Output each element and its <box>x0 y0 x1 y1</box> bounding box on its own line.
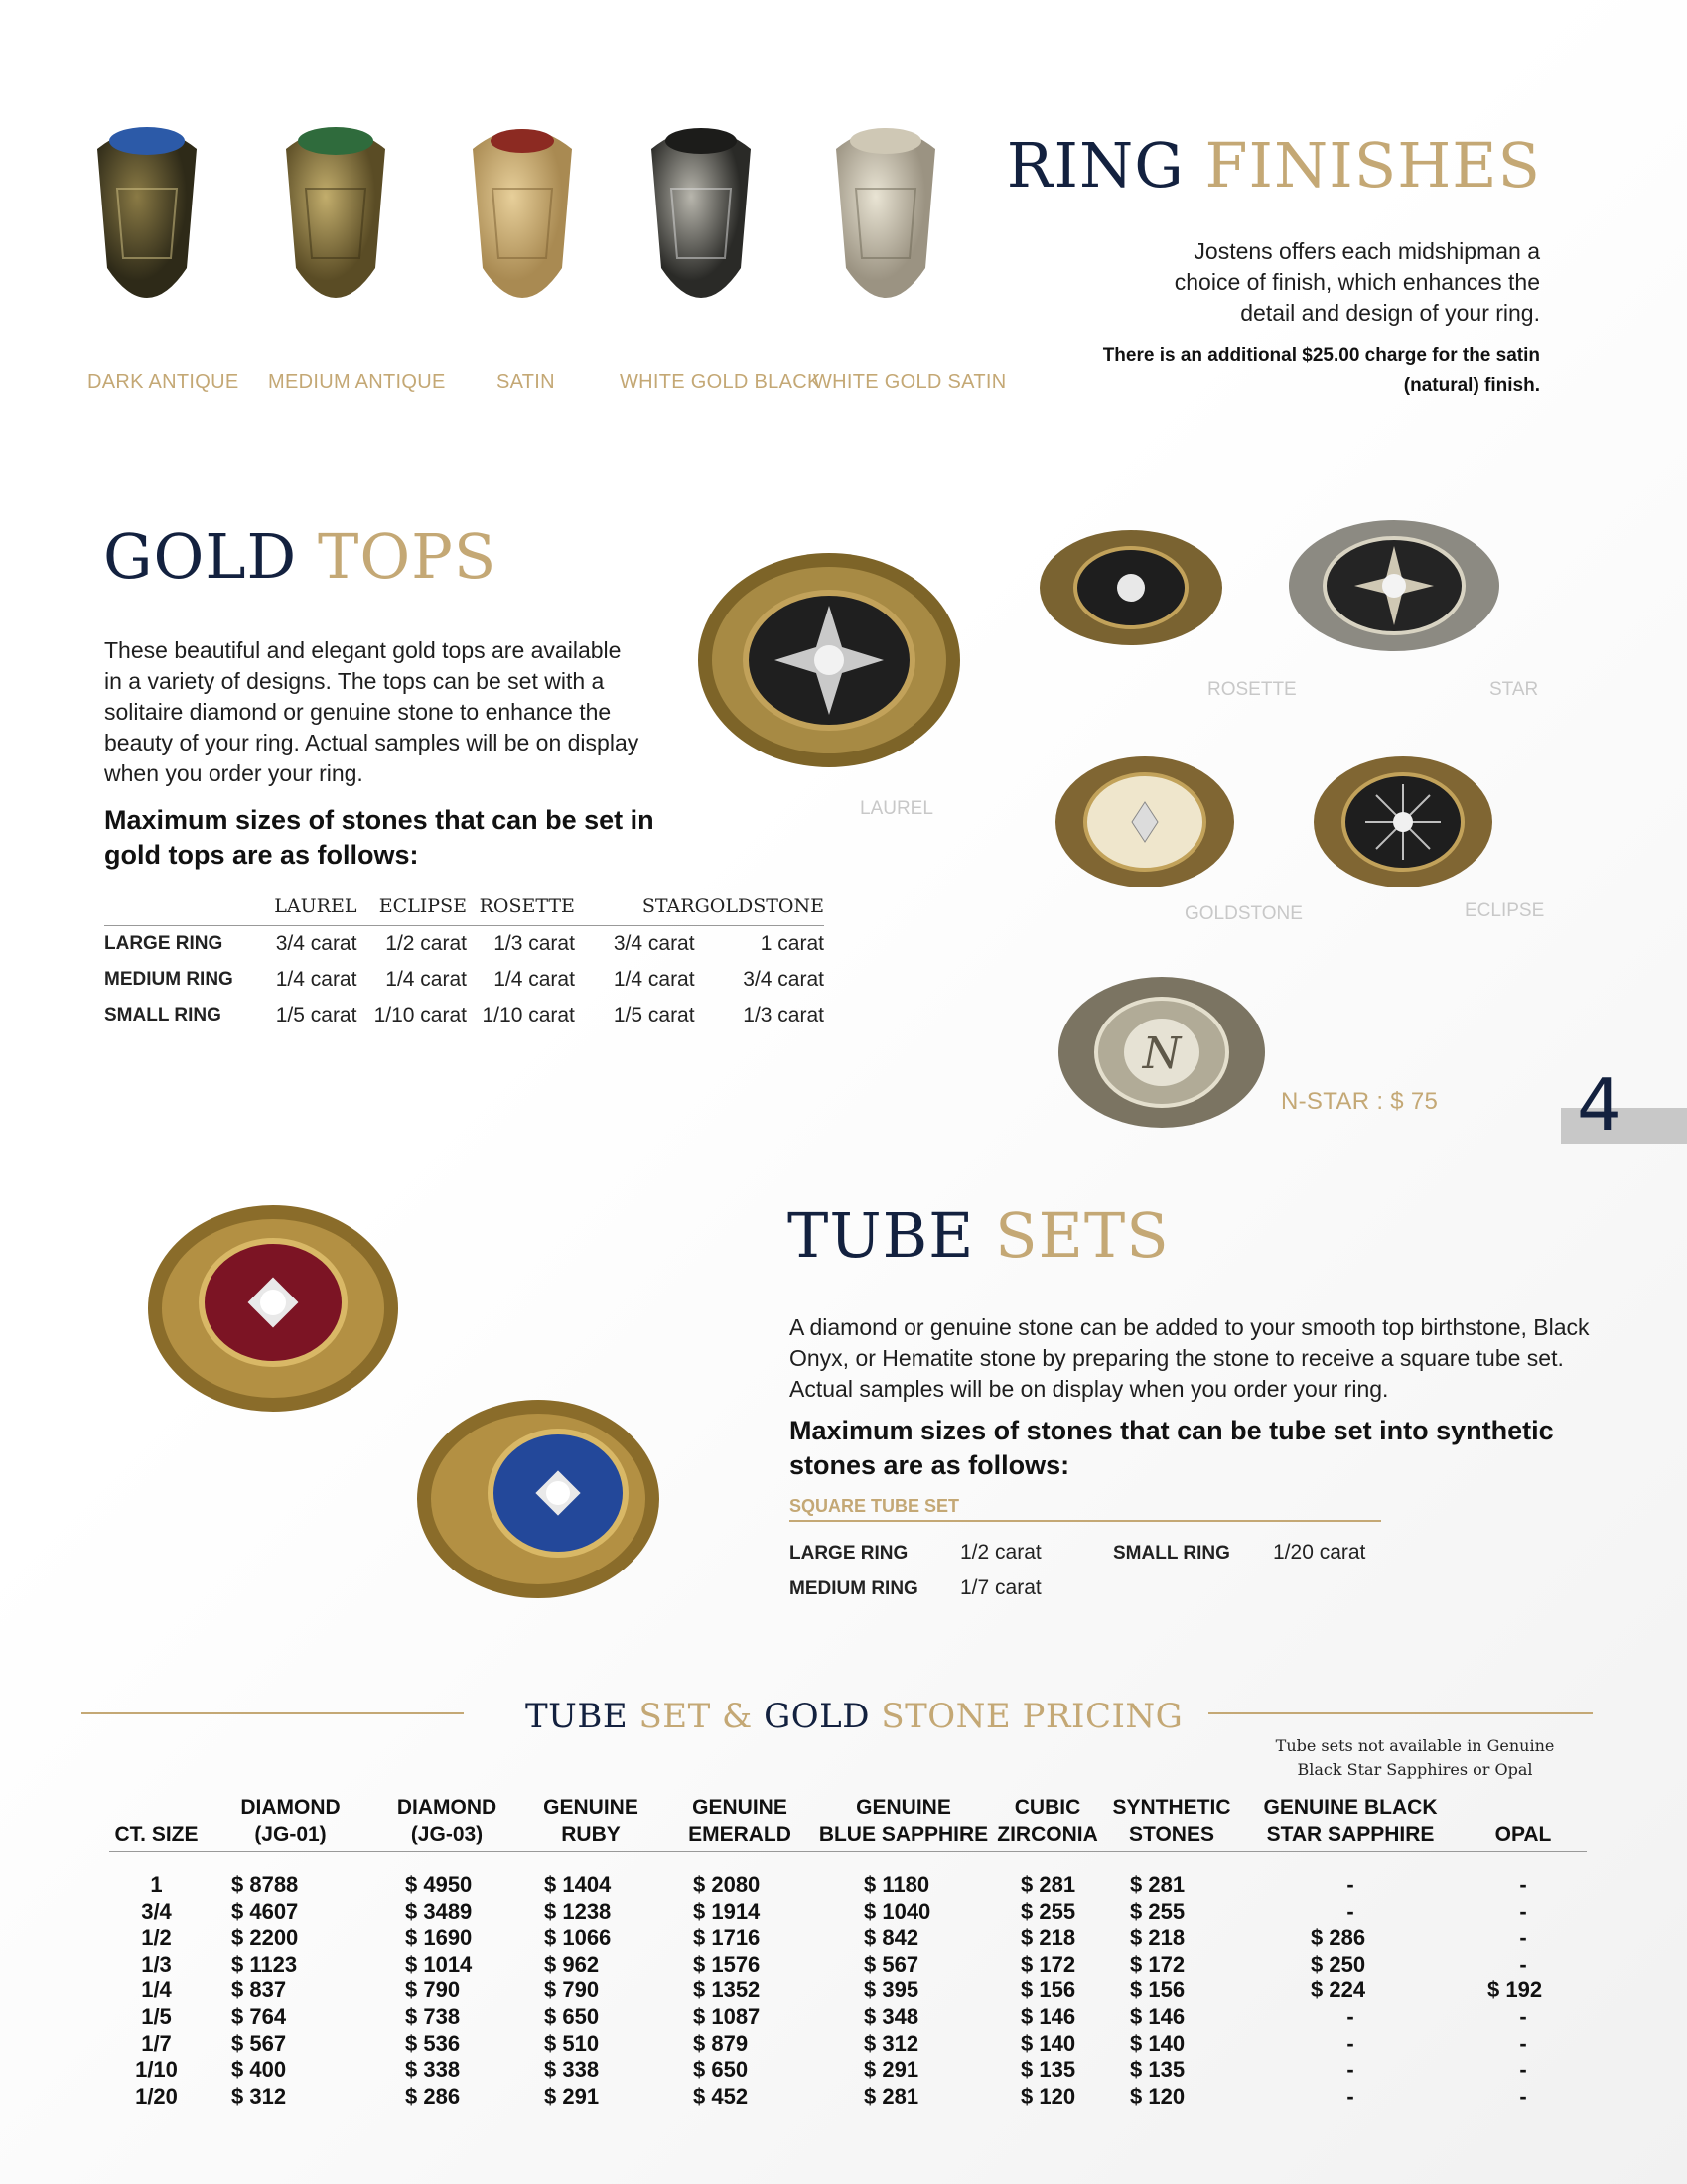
finish-caption-white-gold-black: WHITE GOLD BLACK <box>620 371 821 393</box>
price-cell: $ 1238 <box>544 1898 612 1924</box>
table-cell: 3/4 carat <box>275 932 357 955</box>
price-cell: $ 1576 <box>693 1951 761 1977</box>
price-cell: - <box>1346 1872 1354 1897</box>
pricing-header-cell <box>109 1793 204 1852</box>
price-cell: $ 286 <box>405 2083 461 2109</box>
price-cell: $ 192 <box>1487 1978 1543 2003</box>
table-row <box>109 1978 1587 2004</box>
price-cell: $ 879 <box>693 2030 749 2056</box>
gold-tops-header-blank <box>104 887 268 926</box>
price-cell: $ 1716 <box>693 1925 761 1951</box>
pricing-header-row <box>109 1793 1587 1852</box>
price-cell: $ 218 <box>1130 1925 1186 1951</box>
finish-caption-dark-antique: DARK ANTIQUE <box>87 371 239 393</box>
price-cell: $ 510 <box>544 2030 600 2056</box>
header-line-1: GENUINE BLACK <box>1263 1796 1438 1819</box>
price-cell: $ 218 <box>1021 1925 1076 1951</box>
header-line-2: CT. SIZE <box>114 1823 199 1845</box>
header-line-1: DIAMOND <box>240 1796 341 1819</box>
price-cell: $ 250 <box>1311 1951 1366 1977</box>
pricing-rule-right <box>1208 1712 1593 1714</box>
price-cell: $ 962 <box>544 1951 600 1977</box>
col-eclipse: ECLIPSE <box>356 887 467 926</box>
price-cell: $ 146 <box>1130 2003 1186 2029</box>
price-cell: $ 4607 <box>231 1898 299 1924</box>
price-cell: $ 1040 <box>864 1898 931 1924</box>
table-cell: 1/3 carat <box>743 1004 824 1026</box>
price-cell: $ 135 <box>1130 2057 1186 2083</box>
price-cell: $ 172 <box>1021 1951 1076 1977</box>
ring-dark-antique-image <box>97 127 197 298</box>
goldstone-top-image <box>1051 752 1239 891</box>
table-row <box>109 2004 1587 2031</box>
gold-tops-size-table <box>104 887 824 1033</box>
header-line-2: RUBY <box>561 1823 621 1845</box>
tube-medium-value: 1/7 carat <box>960 1576 1042 1599</box>
star-top-image <box>1285 516 1503 655</box>
price-cell: $ 135 <box>1021 2057 1076 2083</box>
price-cell: - <box>1346 2083 1354 2109</box>
price-cell: $ 1914 <box>693 1898 761 1924</box>
table-row <box>104 926 824 963</box>
price-cell: $ 281 <box>1130 1872 1186 1897</box>
price-cell: $ 156 <box>1130 1978 1186 2003</box>
tube-set-sapphire-ring-image <box>409 1390 667 1608</box>
header-line-1: GENUINE <box>543 1796 638 1819</box>
col-rosette: ROSETTE <box>467 887 575 926</box>
table-cell: 1/2 carat <box>385 932 467 955</box>
table-cell: 1/10 carat <box>373 1004 467 1026</box>
header-line-1 <box>110 1794 203 1821</box>
header-line-2: ZIRCONIA <box>997 1823 1098 1845</box>
table-cell: 1/4 carat <box>275 968 357 991</box>
price-cell: - <box>1519 2003 1527 2029</box>
price-cell: $ 8788 <box>231 1872 299 1897</box>
goldstone-caption: GOLDSTONE <box>1185 903 1303 924</box>
tube-sets-subhead: Maximum sizes of stones that can be tube set into synthetic stones are as follows: <box>789 1416 1554 1480</box>
header-line-1: DIAMOND <box>396 1796 497 1819</box>
page-number: 4 <box>1577 1063 1622 1147</box>
n-star-letter: N <box>1142 1028 1182 1079</box>
price-cell: $ 146 <box>1021 2003 1076 2029</box>
pricing-title-tube: TUBE <box>525 1697 629 1736</box>
table-row <box>109 2057 1587 2084</box>
price-cell: - <box>1346 2057 1354 2083</box>
finish-caption-satin: SATIN <box>496 371 555 393</box>
rosette-caption: ROSETTE <box>1207 679 1297 700</box>
table-cell: 1/4 carat <box>493 968 575 991</box>
ct-size-cell: 3/4 <box>141 1898 172 1924</box>
title-word-gold: GOLD <box>103 520 298 593</box>
price-cell: $ 837 <box>231 1978 287 2003</box>
price-cell: $ 790 <box>544 1978 600 2003</box>
gold-tops-header-row <box>104 887 824 926</box>
pricing-header-cell <box>1460 1793 1587 1852</box>
price-cell: $ 140 <box>1130 2030 1186 2056</box>
header-line-1: CUBIC <box>1014 1796 1081 1819</box>
price-cell: - <box>1346 1898 1354 1924</box>
table-cell: 1/4 carat <box>385 968 467 991</box>
price-cell: $ 338 <box>405 2057 461 2083</box>
tube-sets-title <box>787 1199 1170 1272</box>
pricing-note: Tube sets not available in Genuine Black Star Sapphires or Opal <box>1275 1736 1555 1779</box>
eclipse-top-image <box>1309 752 1497 891</box>
price-cell: $ 348 <box>864 2003 919 2029</box>
price-cell: $ 224 <box>1311 1978 1366 2003</box>
table-row <box>104 962 824 998</box>
price-cell: $ 536 <box>405 2030 461 2056</box>
price-cell: - <box>1519 1951 1527 1977</box>
price-cell: $ 172 <box>1130 1951 1186 1977</box>
ct-size-cell: 1/2 <box>141 1925 172 1951</box>
price-cell: $ 2080 <box>693 1872 761 1897</box>
tube-large-label: LARGE RING <box>789 1543 909 1564</box>
price-cell: $ 738 <box>405 2003 461 2029</box>
pricing-title-stone: STONE PRICING <box>881 1697 1184 1736</box>
finishes-note: There is an additional $25.00 charge for the satin (natural) finish. <box>1102 345 1540 396</box>
price-cell: $ 567 <box>231 2030 287 2056</box>
price-cell: $ 140 <box>1021 2030 1076 2056</box>
price-cell: $ 286 <box>1311 1925 1366 1951</box>
header-line-1: SYNTHETIC <box>1112 1796 1231 1819</box>
price-cell: $ 281 <box>1021 1872 1076 1897</box>
header-line-1: GENUINE <box>856 1796 951 1819</box>
price-cell: $ 338 <box>544 2057 600 2083</box>
price-cell: $ 567 <box>864 1951 919 1977</box>
price-cell: $ 395 <box>864 1978 919 2003</box>
ring-white-gold-satin-image <box>836 128 935 298</box>
finish-rings-row <box>60 119 983 338</box>
gold-tops-title <box>103 520 497 593</box>
ct-size-cell: 1/20 <box>135 2083 178 2109</box>
price-cell: $ 764 <box>231 2003 287 2029</box>
table-row <box>104 998 824 1033</box>
eclipse-caption: ECLIPSE <box>1465 900 1545 921</box>
title-word-tube: TUBE <box>787 1199 975 1272</box>
price-cell: $ 1014 <box>405 1951 473 1977</box>
square-tube-divider <box>789 1520 1381 1522</box>
ring-satin-image <box>473 129 572 298</box>
row-label-medium: MEDIUM RING <box>104 969 233 990</box>
price-cell: - <box>1519 1898 1527 1924</box>
ct-size-cell: 1/4 <box>141 1978 172 2003</box>
title-word-finishes: FINISHES <box>1204 129 1541 202</box>
pricing-header-cell <box>377 1793 516 1852</box>
pricing-title-gold: GOLD <box>764 1697 871 1736</box>
price-cell: - <box>1519 2057 1527 2083</box>
table-cell: 1/5 carat <box>275 1004 357 1026</box>
price-cell: $ 1123 <box>231 1951 298 1977</box>
title-word-sets: SETS <box>995 1199 1170 1272</box>
ring-finishes-title <box>1006 129 1541 202</box>
price-cell: $ 2200 <box>231 1925 299 1951</box>
table-cell: 1/5 carat <box>613 1004 695 1026</box>
rosette-top-image <box>1037 528 1225 647</box>
price-cell: $ 156 <box>1021 1978 1076 2003</box>
ct-size-cell: 1/7 <box>141 2030 172 2056</box>
pricing-table <box>109 1793 1587 2110</box>
price-cell: $ 1180 <box>864 1872 930 1897</box>
header-line-2: BLUE SAPPHIRE <box>818 1823 989 1845</box>
price-cell: $ 452 <box>693 2083 749 2109</box>
table-cell: 3/4 carat <box>743 968 824 991</box>
header-line-2: (JG-03) <box>410 1823 484 1845</box>
header-line-2: OPAL <box>1494 1823 1552 1845</box>
price-cell: $ 312 <box>231 2083 287 2109</box>
price-cell: - <box>1519 1872 1527 1897</box>
col-goldstone: GOLDSTONE <box>695 887 824 926</box>
header-line-2: (JG-01) <box>254 1823 327 1845</box>
table-row <box>109 1952 1587 1979</box>
finish-caption-white-gold-satin: WHITE GOLD SATIN <box>813 371 1007 393</box>
tube-small-label: SMALL RING <box>1113 1543 1230 1564</box>
table-cell: 1/10 carat <box>482 1004 575 1026</box>
price-cell: $ 650 <box>544 2003 600 2029</box>
row-label-small: SMALL RING <box>104 1005 221 1025</box>
ring-medium-antique-image <box>286 127 385 298</box>
pricing-title <box>525 1697 1184 1736</box>
price-cell: $ 400 <box>231 2057 287 2083</box>
header-line-1: GENUINE <box>692 1796 787 1819</box>
title-word-ring: RING <box>1006 129 1185 202</box>
pricing-header-cell <box>665 1793 814 1852</box>
tube-large-value: 1/2 carat <box>960 1541 1042 1564</box>
price-cell: - <box>1519 2030 1527 2056</box>
gold-tops-subhead: Maximum sizes of stones that can be set in gold tops are as follows: <box>104 805 654 870</box>
price-cell: $ 291 <box>864 2057 919 2083</box>
price-cell: $ 790 <box>405 1978 461 2003</box>
header-line-2: STONES <box>1129 1823 1214 1845</box>
n-star-top-image <box>1053 973 1271 1132</box>
pricing-header-cell <box>204 1793 377 1852</box>
price-cell: $ 120 <box>1021 2083 1076 2109</box>
ring-white-gold-black-image <box>651 128 751 298</box>
price-cell: $ 1087 <box>693 2003 761 2029</box>
tube-sets-intro: A diamond or genuine stone can be added to your smooth top birthstone, Black Onyx, or Hematite stone by preparing the stone to receive a square tube set. Actual samples will be on display when you order your ring. <box>789 1314 1590 1402</box>
price-cell: $ 255 <box>1021 1898 1076 1924</box>
ct-size-cell: 1/3 <box>141 1951 172 1977</box>
price-cell: $ 1066 <box>544 1925 612 1951</box>
table-cell: 1/3 carat <box>493 932 575 955</box>
ct-size-cell: 1 <box>150 1872 163 1897</box>
col-star: STAR <box>575 887 695 926</box>
price-cell: - <box>1346 2003 1354 2029</box>
finishes-intro: Jostens offers each midshipman a choice of finish, which enhances the detail and design of your ring. <box>1174 238 1540 326</box>
table-cell: 3/4 carat <box>613 932 695 955</box>
tube-set-ruby-ring-image <box>139 1191 407 1420</box>
table-row <box>109 2084 1587 2111</box>
table-row <box>109 1899 1587 1926</box>
price-cell: $ 120 <box>1130 2083 1186 2109</box>
col-laurel: LAUREL <box>268 887 356 926</box>
finish-caption-medium-antique: MEDIUM ANTIQUE <box>268 371 446 393</box>
finish-rings-svg <box>60 119 983 338</box>
laurel-caption: LAUREL <box>860 798 933 819</box>
price-cell: $ 1404 <box>544 1872 612 1897</box>
price-cell: $ 3489 <box>405 1898 473 1924</box>
n-star-caption: N-STAR : $ 75 <box>1281 1088 1439 1115</box>
price-cell: - <box>1519 2083 1527 2109</box>
gold-tops-intro: These beautiful and elegant gold tops are available in a variety of designs. The tops can be set with a solitaire diamond or genuine stone to enhance the beauty of your ring. Actual samples will be on display when you order your ring. <box>104 637 639 786</box>
table-cell: 1/4 carat <box>613 968 695 991</box>
pricing-header-cell <box>516 1793 665 1852</box>
price-cell: $ 1352 <box>693 1978 761 2003</box>
pricing-header-cell <box>993 1793 1102 1852</box>
price-cell: - <box>1519 1925 1527 1951</box>
table-row <box>109 2031 1587 2058</box>
table-row <box>109 1925 1587 1952</box>
price-cell: $ 842 <box>864 1925 919 1951</box>
star-caption: STAR <box>1489 679 1539 700</box>
laurel-top-image <box>685 536 973 784</box>
ct-size-cell: 1/5 <box>141 2003 172 2029</box>
price-cell: $ 650 <box>693 2057 749 2083</box>
pricing-rule-left <box>81 1712 464 1714</box>
price-cell: $ 1690 <box>405 1925 473 1951</box>
row-label-large: LARGE RING <box>104 933 223 954</box>
header-line-1 <box>1461 1794 1586 1821</box>
header-line-2: EMERALD <box>688 1823 791 1845</box>
price-cell: $ 281 <box>864 2083 919 2109</box>
pricing-header-cell <box>814 1793 993 1852</box>
table-cell: 1 carat <box>760 932 824 955</box>
pricing-header-cell <box>1241 1793 1460 1852</box>
header-line-2: STAR SAPPHIRE <box>1266 1823 1435 1845</box>
tube-small-value: 1/20 carat <box>1273 1541 1366 1564</box>
pricing-header-cell <box>1102 1793 1241 1852</box>
square-tube-set-label: SQUARE TUBE SET <box>789 1496 960 1516</box>
price-cell: $ 312 <box>864 2030 919 2056</box>
price-cell: - <box>1346 2030 1354 2056</box>
price-cell: $ 255 <box>1130 1898 1186 1924</box>
price-cell: $ 4950 <box>405 1872 473 1897</box>
table-row <box>109 1852 1587 1899</box>
ct-size-cell: 1/10 <box>135 2057 178 2083</box>
pricing-title-set: SET & <box>638 1697 753 1736</box>
title-word-tops: TOPS <box>317 520 497 593</box>
tube-medium-label: MEDIUM RING <box>789 1578 918 1599</box>
pricing-body <box>109 1852 1587 2111</box>
price-cell: $ 291 <box>544 2083 600 2109</box>
